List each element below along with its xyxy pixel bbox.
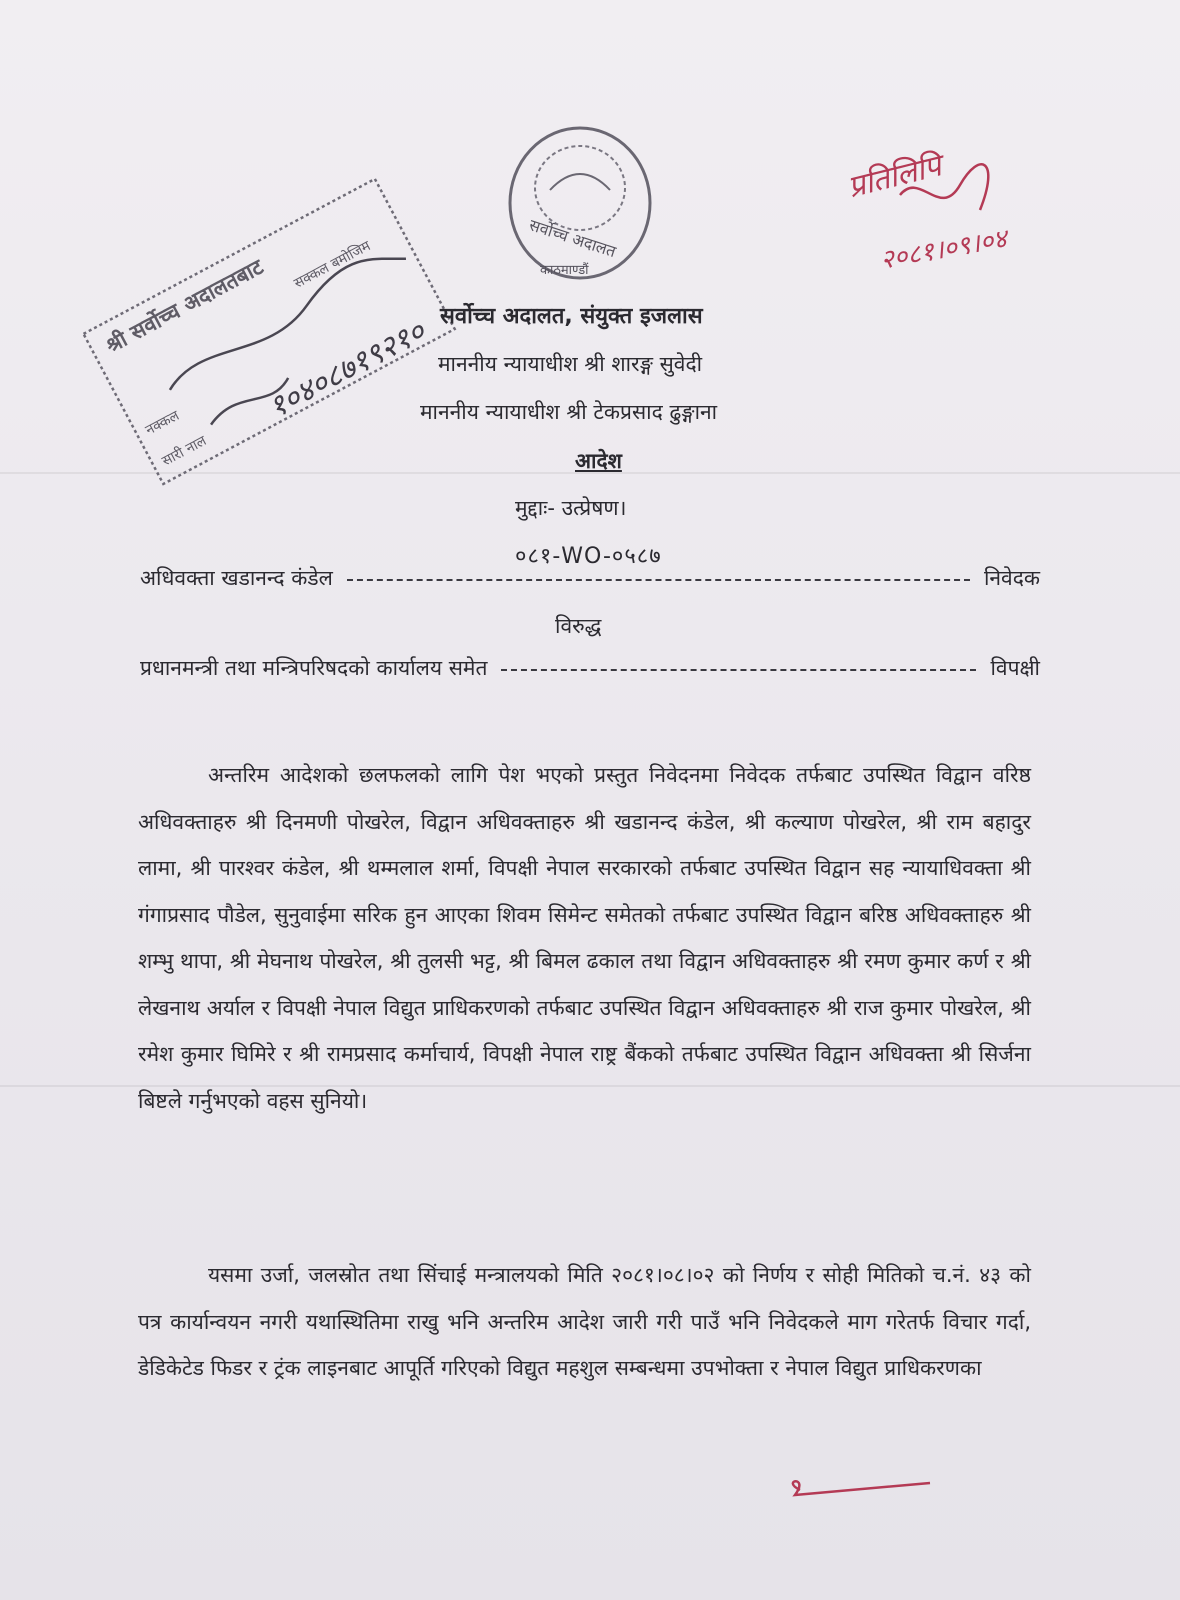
red-annotation [830,100,1090,280]
paragraph-text: अन्तरिम आदेशको छलफलको लागि पेश भएको प्रस्तुत निवेदनमा निवेदक तर्फबाट उपस्थित विद्वान वरिष्ठ अधिवक्ताहरु श्री दिनमणी पोखरेल, विद्वान अधिवक्ताहरु श्री खडानन्द कंडेल, श्री कल्याण पोखरेल, श्री राम बहादुर लामा, श्री पारश्वर कंडेल, श्री थम्मलाल शर्मा, विपक्षी नेपाल सरकारको तर्फबाट उपस्थित विद्वान सह न्यायाधिवक्ता श्री गंगाप्रसाद पौडेल, सुनुवाईमा सरिक हुन आएका शिवम सिमेन्ट समेतको तर्फबाट उपस्थित विद्वान बरिष्ठ अधिवक्ताहरु श्री शम्भु थापा, श्री मेघनाथ पोखरेल, श्री तुलसी भट्ट, श्री बिमल ढकाल तथा विद्वान अधिवक्ताहरु श्री रमण कुमार कर्ण र श्री लेखनाथ अर्याल र विपक्षी नेपाल विद्युत प्राधिकरणको तर्फबाट उपस्थित विद्वान अधिवक्ताहरु श्री राज कुमार पोखरेल, श्री रमेश कुमार घिमिरे र श्री रामप्रसाद कर्माचार्य, विपक्षी नेपाल राष्ट्र बैंकको तर्फबाट उपस्थित विद्वान अधिवक्ता श्री सिर्जना बिष्टले गर्नुभएको वहस सुनियो। [138,763,1031,1113]
red-pen-mark [770,1465,950,1505]
copy-stamp-label-original: सक्कल बमोजिम [291,238,374,292]
order-title: आदेश [575,449,622,473]
copy-stamp-label-copy: नक्कल [143,407,183,439]
copy-stamp-label-issued: सारी नाल [159,433,210,470]
annotation-word: प्रतिलिपि [844,148,945,206]
paragraph-text: यसमा उर्जा, जलस्रोत तथा सिंचाई मन्त्रालयको मिति २०८१।०८।०२ को निर्णय र सोही मितिको च.नं. ४३ को पत्र कार्यान्वयन नगरी यथास्थितिमा राखु भनि अन्तरिम आदेश जारी गरी पाउँ भनि निवेदकले माग गरेतर्फ विचार गर्दा, डेडिकेटेड फिडर र ट्रंक लाइनबाट आपूर्ति गरिएको विद्युत महशुल सम्बन्धमा उपभोक्ता र नेपाल विद्युत प्राधिकरणका [138,1263,1031,1380]
annotation-date: २०८१।०९।०४ [878,223,1010,276]
judge-line-1: माननीय न्यायाधीश श्री शारङ्ग सुवेदी [438,352,703,376]
petitioner-row [140,561,1040,595]
seal-text-bottom: काठमाण्डौं [540,263,589,278]
petitioner-name: अधिवक्ता खडानन्द कंडेल [140,566,333,590]
respondent-role: विपक्षी [990,656,1040,680]
dash-leader [501,669,976,671]
case-number: ०८१-WO-०५८७ [515,544,662,569]
versus-label: विरुद्ध [555,614,602,638]
petitioner-role: निवेदक [983,566,1040,590]
order-paragraph-2 [138,1252,1031,1392]
seal-text-top: सर्वोच्च अदालत [526,215,619,262]
order-paragraph-1 [138,752,1031,1124]
court-heading: सर्वोच्च अदालत, संयुक्त इजलास [440,304,703,329]
respondent-name: प्रधानमन्त्री तथा मन्त्रिपरिषदको कार्यालय समेत [140,656,488,680]
case-type: मुद्दाः- उत्प्रेषण। [515,496,627,520]
handwritten-number: १०४०८७१९२१० [263,314,432,426]
court-seal [500,118,660,288]
respondent-row [140,651,1040,685]
judge-line-2: माननीय न्यायाधीश श्री टेकप्रसाद ढुङ्गाना [420,400,718,424]
dash-leader [347,579,970,581]
copy-stamp-title: श्री सर्वोच्च अदालतबाट [101,254,268,358]
